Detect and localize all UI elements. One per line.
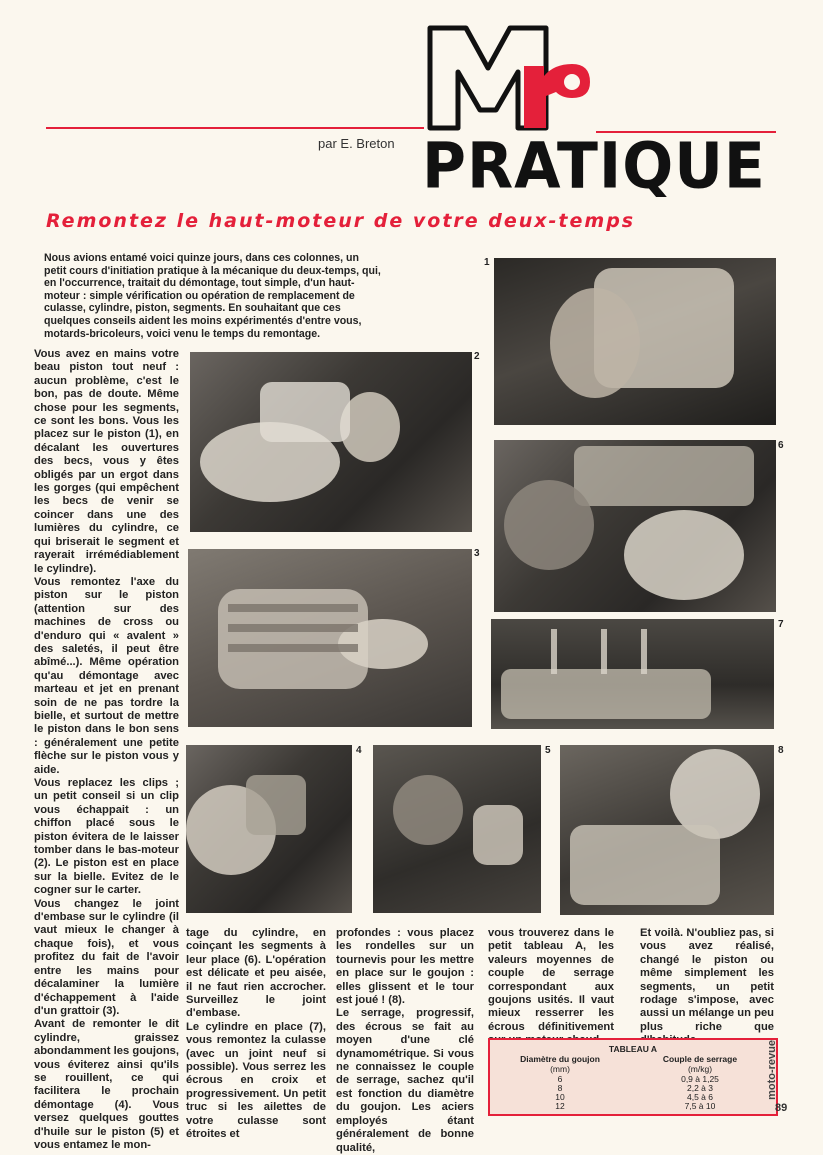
photo-5 — [373, 745, 541, 913]
text-column-3 — [336, 927, 474, 1155]
col5-para: Et voilà. N'oubliez pas, si vous avez réalisé, changé le piston ou même simplement les segments, un petit rodage s'impose, avec aussi un mélange un peu plus riche que — [640, 927, 774, 1033]
table-row: 12 — [555, 1101, 565, 1111]
photo-6 — [494, 440, 776, 612]
text-column-1 — [34, 348, 179, 1152]
photo-number-3: 3 — [474, 548, 480, 559]
table-header-diameter: Diamètre du goujon (mm) — [520, 1054, 600, 1074]
page-number: 89 — [775, 1102, 788, 1114]
col1-para: Vous changez le joint d'embase sur le cylindre (il vaut mieux le changer à chaque fois), et vous profitez du fait de l'avoir entre les mains pour décalaminer la lumière d'échappement à l'aide d'un grattoir (3). — [34, 897, 179, 1017]
table-row: 6 — [557, 1074, 563, 1084]
col2-para: tage du cylindre, en coinçant les segments à leur place (6). L'opération est délicate et peu aisée, il ne faut rien accrocher. Surveillez le joint d'embase. — [186, 927, 326, 1020]
table-header-torque: Couple de serrage (m/kg) — [662, 1054, 738, 1074]
table-row: 7,5 à 10 — [684, 1101, 716, 1111]
photo-8 — [560, 745, 774, 915]
header-rule-left — [46, 127, 424, 129]
photo-3 — [188, 549, 472, 727]
author-byline: par E. Breton — [318, 136, 395, 151]
text-column-2 — [186, 927, 326, 1142]
col3-para: Le serrage, progressif, des écrous se fait au moyen d'une clé dynamométrique. Si vous ne connaissez le couple de serrage, sachez qu'il est fonction du diamètre du goujon. Les aciers employés étant généralement de bonne qualité, — [336, 1007, 474, 1154]
photo-number-1: 1 — [484, 257, 490, 268]
col1-para: Vous remontez l'axe du piston sur le piston (attention sur des machines de cross ou d'enduro qui « avalent » des saletés, il peut être abîmé...). Même opération qu'au démontage avec marteau et jet en prenant soin de ne pas tordre la bielle, et surtout de mettre le piston dans le bon sens : généralement une petite flèche sur le piston vous y aide. — [34, 575, 179, 776]
table-row: 2,2 à 3 — [687, 1083, 713, 1093]
col1-para: Vous avez en mains votre beau piston tout neuf : aucun problème, c'est le bon, pas de doute. Même chose pour les segments, ce sont les bons. Vous les placez sur le piston (1), en décalant les ouvertures des becs, vous y êtes obligés par un ergot dans les gorges (qui empêchent les becs de venir se coincer dans une des lumières du cylindre, ce qui briserait le segment et rayerait irrémédiablement le cylindre). — [34, 348, 179, 575]
photo-number-4: 4 — [356, 745, 362, 756]
text-column-5 — [640, 927, 774, 1048]
table-row: 10 — [555, 1092, 565, 1102]
photo-4 — [186, 745, 352, 913]
col4-para: vous trouverez dans le petit tableau A, les valeurs moyennes de couple de serrage correspondant aux goujons usités. Il vaut mieux resserrer les écrous définitivement — [488, 927, 614, 1033]
section-title: PRATIQUE — [422, 130, 766, 204]
col3-para: profondes : vous placez les rondelles sur un tournevis pour les mettre en place sur le goujon : elles glissent et le tour est joué ! (8). — [336, 927, 474, 1007]
magazine-name: moto-revue — [766, 1040, 778, 1100]
intro-paragraph: Nous avions entamé voici quinze jours, dans ces colonnes, un petit cours d'initiation pratique à la mécanique du deux-temps, qui, en l'occurrence, traitait du démontage, tout simple, d'un haut-moteur : simple vérification ou opération de remplacement de culasse, cylindre, piston, segments. En souhaitant que ces quelques conseils aident les moins expérimentés d'entre vous, motards-bricoleurs, voici venu le temps du remontage. — [44, 252, 381, 340]
photo-7 — [491, 619, 774, 729]
table-row: 8 — [557, 1083, 563, 1093]
table-row: 0,9 à 1,25 — [681, 1074, 719, 1084]
text-column-4 — [488, 927, 614, 1048]
article-headline: Remontez le haut-moteur de votre deux-temps — [46, 210, 636, 232]
col1-para: Vous replacez les clips ; un petit conseil si un clip vous échappait : un chiffon placé sous le piston évitera de le laisser tomber dans le bas-moteur (2). Le piston est en place sur la bielle. Evitez de le cogner sur le carter. — [34, 777, 179, 897]
photo-number-7: 7 — [778, 619, 784, 630]
photo-2 — [190, 352, 472, 532]
table-title: TABLEAU A — [608, 1044, 658, 1054]
col1-para: Avant de remonter le dit cylindre, graissez abondamment les goujons, vous éviterez ainsi qu'ils se rouillent, ce qui facilitera le prochain démontage (4). Vous versez quelques gouttes d'huile sur le piston (5) et vous entamez le mon- — [34, 1018, 179, 1151]
col2-para: Le cylindre en place (7), vous remontez la culasse (avec un joint neuf si possible). Vous serrez les écrous en croix et progressivement. Un petit truc si les ailettes de votre culasse sont étroites et — [186, 1020, 326, 1141]
torque-table — [488, 1038, 778, 1116]
photo-number-2: 2 — [474, 351, 480, 362]
photo-1 — [494, 258, 776, 425]
mr-logo — [426, 24, 596, 134]
photo-number-6: 6 — [778, 440, 784, 451]
photo-number-8: 8 — [778, 745, 784, 756]
photo-number-5: 5 — [545, 745, 551, 756]
table-row: 4,5 à 6 — [687, 1092, 713, 1102]
